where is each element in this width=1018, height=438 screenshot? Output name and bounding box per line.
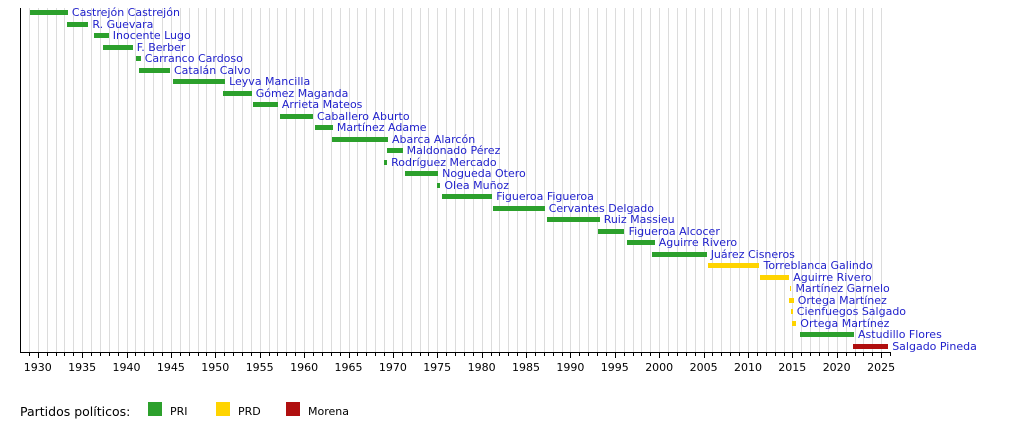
governor-name-link[interactable]: Nogueda Otero xyxy=(442,167,526,180)
year-gridline xyxy=(402,8,403,352)
x-minor-tick xyxy=(846,353,847,356)
year-gridline xyxy=(553,8,554,352)
x-major-tick xyxy=(881,353,882,358)
governor-name-link[interactable]: Catalán Calvo xyxy=(174,63,251,77)
year-gridline xyxy=(349,8,350,352)
governor-name-link[interactable]: F. Berber xyxy=(136,40,186,54)
year-gridline xyxy=(570,8,571,352)
x-major-tick xyxy=(837,353,838,358)
year-gridline xyxy=(606,8,607,352)
year-gridline xyxy=(420,8,421,352)
year-gridline xyxy=(384,8,385,352)
year-gridline xyxy=(47,8,48,352)
x-tick-label: 1975 xyxy=(423,361,452,374)
governor-term-bar xyxy=(708,263,760,268)
year-gridline xyxy=(411,8,412,352)
legend xyxy=(0,401,1018,421)
x-minor-tick xyxy=(712,353,713,356)
x-minor-tick xyxy=(233,353,234,356)
year-gridline xyxy=(721,8,722,352)
governor-name-link[interactable]: Maldonado Pérez xyxy=(406,144,501,157)
x-minor-tick xyxy=(739,353,740,356)
year-gridline xyxy=(562,8,563,352)
governor-name-link[interactable]: Figueroa Alcocer xyxy=(628,224,720,238)
x-minor-tick xyxy=(251,353,252,356)
year-gridline xyxy=(73,8,74,352)
year-gridline xyxy=(650,8,651,352)
x-minor-tick xyxy=(331,353,332,356)
x-tick-label: 1940 xyxy=(112,361,141,374)
year-gridline xyxy=(277,8,278,352)
x-minor-tick xyxy=(872,353,873,356)
year-gridline xyxy=(597,8,598,352)
governor-name-link[interactable]: Inocente Lugo xyxy=(112,29,191,42)
governor-term-bar xyxy=(760,275,790,280)
x-major-tick xyxy=(171,353,172,358)
x-minor-tick xyxy=(118,353,119,356)
x-minor-tick xyxy=(375,353,376,356)
year-gridline xyxy=(695,8,696,352)
x-minor-tick xyxy=(766,353,767,356)
x-major-tick xyxy=(659,353,660,358)
governor-name-link[interactable]: Juárez Cisneros xyxy=(710,247,795,261)
governor-term-bar xyxy=(790,286,792,291)
year-gridline xyxy=(91,8,92,352)
x-minor-tick xyxy=(775,353,776,356)
governor-term-bar xyxy=(332,137,388,142)
x-minor-tick xyxy=(384,353,385,356)
governor-term-bar xyxy=(136,56,141,61)
legend-swatch-prd xyxy=(216,402,230,416)
governor-name-link[interactable]: Figueroa Figueroa xyxy=(496,190,594,203)
year-gridline xyxy=(118,8,119,352)
governor-name-link[interactable]: Aguirre Rivero xyxy=(658,236,738,249)
x-minor-tick xyxy=(508,353,509,356)
year-gridline xyxy=(437,8,438,352)
year-gridline xyxy=(313,8,314,352)
x-minor-tick xyxy=(855,353,856,356)
x-minor-tick xyxy=(757,353,758,356)
x-minor-tick xyxy=(491,353,492,356)
x-tick-label: 1950 xyxy=(201,361,230,374)
governor-term-bar xyxy=(853,344,888,349)
year-gridline xyxy=(109,8,110,352)
governor-name-link[interactable]: Carranco Cardoso xyxy=(144,52,243,65)
x-tick-label: 1930 xyxy=(23,361,52,374)
governor-term-bar xyxy=(280,114,313,119)
x-minor-tick xyxy=(269,353,270,356)
governor-term-bar xyxy=(253,102,278,107)
year-gridline xyxy=(251,8,252,352)
x-minor-tick xyxy=(606,353,607,356)
year-gridline xyxy=(322,8,323,352)
x-major-tick xyxy=(82,353,83,358)
x-minor-tick xyxy=(535,353,536,356)
x-minor-tick xyxy=(56,353,57,356)
governor-name-link[interactable]: Olea Muñoz xyxy=(444,178,510,192)
x-minor-tick xyxy=(499,353,500,356)
governor-name-link[interactable]: Astudillo Flores xyxy=(858,328,942,341)
year-gridline xyxy=(269,8,270,352)
governor-name-link[interactable]: Abarca Alarcón xyxy=(392,132,476,146)
x-major-tick xyxy=(215,353,216,358)
x-minor-tick xyxy=(198,353,199,356)
x-tick-label: 1960 xyxy=(290,361,319,374)
year-gridline xyxy=(29,8,30,352)
x-minor-tick xyxy=(366,353,367,356)
x-minor-tick xyxy=(597,353,598,356)
year-gridline xyxy=(668,8,669,352)
x-tick-label: 1965 xyxy=(334,361,363,374)
legend-label-prd: PRD xyxy=(238,405,261,418)
x-tick-label: 2005 xyxy=(689,361,718,374)
year-gridline xyxy=(64,8,65,352)
x-tick-label: 1935 xyxy=(68,361,97,374)
x-major-tick xyxy=(260,353,261,358)
year-gridline xyxy=(624,8,625,352)
governor-term-bar xyxy=(94,33,109,38)
year-gridline xyxy=(677,8,678,352)
governor-name-link[interactable]: Castrejón Castrejón xyxy=(71,6,180,19)
x-minor-tick xyxy=(650,353,651,356)
year-gridline xyxy=(304,8,305,352)
x-minor-tick xyxy=(473,353,474,356)
year-gridline xyxy=(535,8,536,352)
x-major-tick xyxy=(482,353,483,358)
x-minor-tick xyxy=(641,353,642,356)
x-major-tick xyxy=(792,353,793,358)
x-minor-tick xyxy=(322,353,323,356)
year-gridline xyxy=(526,8,527,352)
year-gridline xyxy=(615,8,616,352)
year-gridline xyxy=(357,8,358,352)
x-minor-tick xyxy=(162,353,163,356)
year-gridline xyxy=(295,8,296,352)
x-tick-label: 1990 xyxy=(556,361,585,374)
x-major-tick xyxy=(437,353,438,358)
x-minor-tick xyxy=(100,353,101,356)
legend-swatch-morena xyxy=(286,402,300,416)
x-minor-tick xyxy=(91,353,92,356)
x-tick-label: 1980 xyxy=(467,361,496,374)
year-gridline xyxy=(340,8,341,352)
x-tick-label: 1995 xyxy=(600,361,629,374)
x-minor-tick xyxy=(73,353,74,356)
year-gridline xyxy=(633,8,634,352)
x-minor-tick xyxy=(189,353,190,356)
x-minor-tick xyxy=(286,353,287,356)
governor-name-link[interactable]: Salgado Pineda xyxy=(892,339,977,353)
x-minor-tick xyxy=(420,353,421,356)
governor-term-bar xyxy=(223,91,251,96)
year-gridline xyxy=(588,8,589,352)
x-major-tick xyxy=(393,353,394,358)
year-gridline xyxy=(748,8,749,352)
x-minor-tick xyxy=(730,353,731,356)
governor-term-bar xyxy=(139,68,170,73)
x-tick-label: 1970 xyxy=(378,361,407,374)
x-minor-tick xyxy=(277,353,278,356)
x-minor-tick xyxy=(784,353,785,356)
governor-name-link[interactable]: Torreblanca Galindo xyxy=(763,259,873,272)
governor-name-link[interactable]: Arrieta Mateos xyxy=(281,98,363,111)
x-minor-tick xyxy=(180,353,181,356)
x-minor-tick xyxy=(810,353,811,356)
governor-term-bar xyxy=(67,22,88,27)
x-minor-tick xyxy=(109,353,110,356)
governor-term-bar xyxy=(103,45,133,50)
legend-swatch-pri xyxy=(148,402,162,416)
x-tick-label: 1945 xyxy=(156,361,185,374)
x-minor-tick xyxy=(144,353,145,356)
governor-term-bar xyxy=(442,194,493,199)
x-minor-tick xyxy=(624,353,625,356)
governor-name-link[interactable]: Leyva Mancilla xyxy=(229,75,311,88)
year-gridline xyxy=(286,8,287,352)
x-tick-label: 2000 xyxy=(645,361,674,374)
x-minor-tick xyxy=(446,353,447,356)
governor-term-bar xyxy=(384,160,387,165)
x-major-tick xyxy=(127,353,128,358)
governor-term-bar xyxy=(598,229,625,234)
x-minor-tick xyxy=(224,353,225,356)
x-minor-tick xyxy=(206,353,207,356)
year-gridline xyxy=(712,8,713,352)
year-gridline xyxy=(393,8,394,352)
year-gridline xyxy=(331,8,332,352)
year-gridline xyxy=(686,8,687,352)
x-major-tick xyxy=(570,353,571,358)
legend-label-pri: PRI xyxy=(170,405,188,418)
governor-term-bar xyxy=(30,10,68,15)
governor-name-link[interactable]: Rodríguez Mercado xyxy=(391,155,497,169)
x-minor-tick xyxy=(153,353,154,356)
x-minor-tick xyxy=(588,353,589,356)
year-gridline xyxy=(38,8,39,352)
x-tick-label: 2025 xyxy=(867,361,896,374)
year-gridline xyxy=(82,8,83,352)
governor-term-bar xyxy=(652,252,707,257)
governor-name-link[interactable]: Martínez Adame xyxy=(336,121,427,134)
year-gridline xyxy=(375,8,376,352)
x-minor-tick xyxy=(553,353,554,356)
x-minor-tick xyxy=(721,353,722,356)
governor-term-bar xyxy=(405,171,438,176)
x-minor-tick xyxy=(677,353,678,356)
governor-name-link[interactable]: Caballero Aburto xyxy=(317,109,410,123)
year-gridline xyxy=(784,8,785,352)
governor-name-link[interactable]: Ortega Martínez xyxy=(797,293,887,307)
x-minor-tick xyxy=(411,353,412,356)
year-gridline xyxy=(704,8,705,352)
x-major-tick xyxy=(526,353,527,358)
x-major-tick xyxy=(38,353,39,358)
x-major-tick xyxy=(704,353,705,358)
x-tick-label: 1955 xyxy=(245,361,274,374)
x-minor-tick xyxy=(819,353,820,356)
year-gridline xyxy=(517,8,518,352)
x-minor-tick xyxy=(828,353,829,356)
year-gridline xyxy=(757,8,758,352)
governor-term-bar xyxy=(547,217,599,222)
governor-name-link[interactable]: Cervantes Delgado xyxy=(548,201,654,215)
x-minor-tick xyxy=(890,353,891,356)
governor-term-bar xyxy=(791,309,793,314)
governor-term-bar xyxy=(800,332,854,337)
year-gridline xyxy=(366,8,367,352)
year-gridline xyxy=(428,8,429,352)
x-minor-tick xyxy=(668,353,669,356)
year-gridline xyxy=(766,8,767,352)
x-minor-tick xyxy=(695,353,696,356)
year-gridline xyxy=(260,8,261,352)
year-gridline xyxy=(100,8,101,352)
governor-term-bar xyxy=(493,206,545,211)
x-minor-tick xyxy=(455,353,456,356)
x-tick-label: 2020 xyxy=(822,361,851,374)
y-axis-line xyxy=(20,8,21,353)
x-minor-tick xyxy=(801,353,802,356)
x-tick-label: 1985 xyxy=(512,361,540,374)
x-major-tick xyxy=(748,353,749,358)
governor-term-bar xyxy=(173,79,225,84)
x-major-tick xyxy=(304,353,305,358)
year-gridline xyxy=(56,8,57,352)
year-gridline xyxy=(127,8,128,352)
governor-term-bar xyxy=(387,148,403,153)
x-minor-tick xyxy=(357,353,358,356)
year-gridline xyxy=(641,8,642,352)
x-minor-tick xyxy=(135,353,136,356)
x-minor-tick xyxy=(863,353,864,356)
x-minor-tick xyxy=(313,353,314,356)
x-major-tick xyxy=(349,353,350,358)
governor-name-link[interactable]: R. Guevara xyxy=(92,17,154,31)
x-minor-tick xyxy=(544,353,545,356)
governor-name-link[interactable]: Aguirre Rivero xyxy=(793,270,872,284)
legend-title: Partidos políticos: xyxy=(20,404,131,419)
governor-term-bar xyxy=(789,298,793,303)
x-minor-tick xyxy=(47,353,48,356)
year-gridline xyxy=(544,8,545,352)
x-minor-tick xyxy=(579,353,580,356)
x-minor-tick xyxy=(428,353,429,356)
year-gridline xyxy=(659,8,660,352)
x-minor-tick xyxy=(633,353,634,356)
year-gridline xyxy=(730,8,731,352)
year-gridline xyxy=(739,8,740,352)
year-gridline xyxy=(579,8,580,352)
x-tick-label: 2010 xyxy=(734,361,762,374)
x-minor-tick xyxy=(295,353,296,356)
x-minor-tick xyxy=(562,353,563,356)
x-minor-tick xyxy=(517,353,518,356)
year-gridline xyxy=(775,8,776,352)
governor-term-bar xyxy=(792,321,796,326)
x-minor-tick xyxy=(242,353,243,356)
x-minor-tick xyxy=(29,353,30,356)
x-minor-tick xyxy=(64,353,65,356)
x-tick-label: 2015 xyxy=(778,361,807,374)
governor-name-link[interactable]: Cienfuegos Salgado xyxy=(796,305,907,318)
x-minor-tick xyxy=(686,353,687,356)
governor-name-link[interactable]: Gómez Maganda xyxy=(255,86,349,100)
x-minor-tick xyxy=(340,353,341,356)
x-minor-tick xyxy=(464,353,465,356)
governor-name-link[interactable]: Ortega Martínez xyxy=(800,316,890,330)
x-major-tick xyxy=(615,353,616,358)
legend-label-morena: Morena xyxy=(308,405,349,418)
x-minor-tick xyxy=(402,353,403,356)
governor-term-bar xyxy=(437,183,440,188)
governor-name-link[interactable]: Ruiz Massieu xyxy=(603,213,675,226)
governor-name-link[interactable]: Martínez Garnelo xyxy=(795,282,890,295)
governor-term-bar xyxy=(315,125,333,130)
governor-term-bar xyxy=(627,240,655,245)
